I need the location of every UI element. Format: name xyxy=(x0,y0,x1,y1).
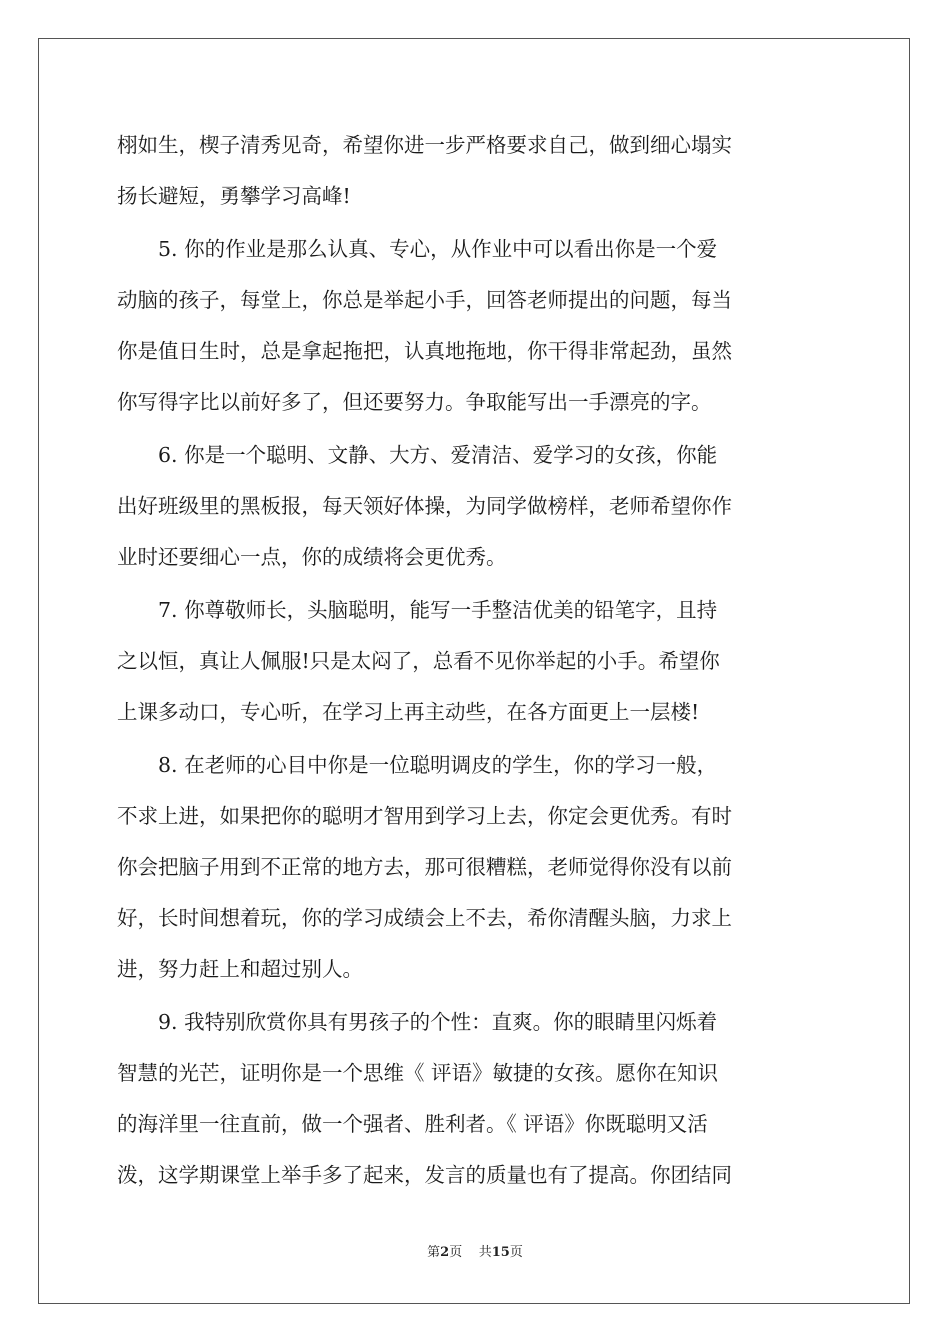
page-number: 2 xyxy=(440,1245,450,1260)
paragraph-8-start: 8. 在老师的心目中你是一位聪明调皮的学生，你的学习一般， xyxy=(117,753,718,777)
paragraph-7-start: 7. 你尊敬师长，头脑聪明，能写一手整洁优美的铅笔字，且持 xyxy=(117,598,718,622)
text-line: 进，努力赶上和超过别人。 xyxy=(117,957,363,981)
text-line: 不求上进，如果把你的聪明才智用到学习上去，你定会更优秀。有时 xyxy=(117,804,732,828)
text-line: 业时还要细心一点，你的成绩将会更优秀。 xyxy=(117,545,507,569)
text-line: 栩如生，楔子清秀见奇，希望你进一步严格要求自己，做到细心塌实 xyxy=(117,133,732,157)
total-pages: 15 xyxy=(491,1245,510,1260)
total-unit: 页 xyxy=(509,1245,523,1260)
text-line: 你是值日生时，总是拿起拖把，认真地拖地，你干得非常起劲，虽然 xyxy=(117,339,732,363)
page-unit: 页 xyxy=(449,1245,463,1260)
total-prefix: 共 xyxy=(478,1245,492,1260)
paragraph-6-start: 6. 你是一个聪明、文静、大方、爱清洁、爱学习的女孩，你能 xyxy=(117,443,718,467)
text-line: 泼，这学期课堂上举手多了起来，发言的质量也有了提高。你团结同 xyxy=(117,1163,732,1187)
text-line: 的海洋里一往直前，做一个强者、胜利者。《 评语》你既聪明又活 xyxy=(117,1112,708,1136)
text-line: 出好班级里的黑板报，每天领好体操，为同学做榜样，老师希望你作 xyxy=(117,494,732,518)
text-line: 智慧的光芒，证明你是一个思维《 评语》敏捷的女孩。愿你在知识 xyxy=(117,1061,719,1085)
text-line: 上课多动口，专心听，在学习上再主动些，在各方面更上一层楼! xyxy=(117,700,700,724)
text-line: 好，长时间想着玩，你的学习成绩会上不去，希你清醒头脑，力求上 xyxy=(117,906,732,930)
paragraph-9-start: 9. 我特别欣赏你具有男孩子的个性：直爽。你的眼睛里闪烁着 xyxy=(117,1010,718,1034)
text-line: 动脑的孩子，每堂上，你总是举起小手，回答老师提出的问题，每当 xyxy=(117,288,732,312)
text-line: 你写得字比以前好多了，但还要努力。争取能写出一手漂亮的字。 xyxy=(117,390,712,414)
paragraph-5-start: 5. 你的作业是那么认真、专心，从作业中可以看出你是一个爱 xyxy=(117,237,718,261)
text-line: 之以恒，真让人佩服!只是太闷了，总看不见你举起的小手。希望你 xyxy=(117,649,720,673)
document-body xyxy=(117,120,835,1201)
page-footer xyxy=(0,1244,950,1262)
text-line: 你会把脑子用到不正常的地方去，那可很糟糕，老师觉得你没有以前 xyxy=(117,855,732,879)
page-prefix: 第 xyxy=(427,1245,441,1260)
text-line: 扬长避短，勇攀学习高峰! xyxy=(117,184,351,208)
